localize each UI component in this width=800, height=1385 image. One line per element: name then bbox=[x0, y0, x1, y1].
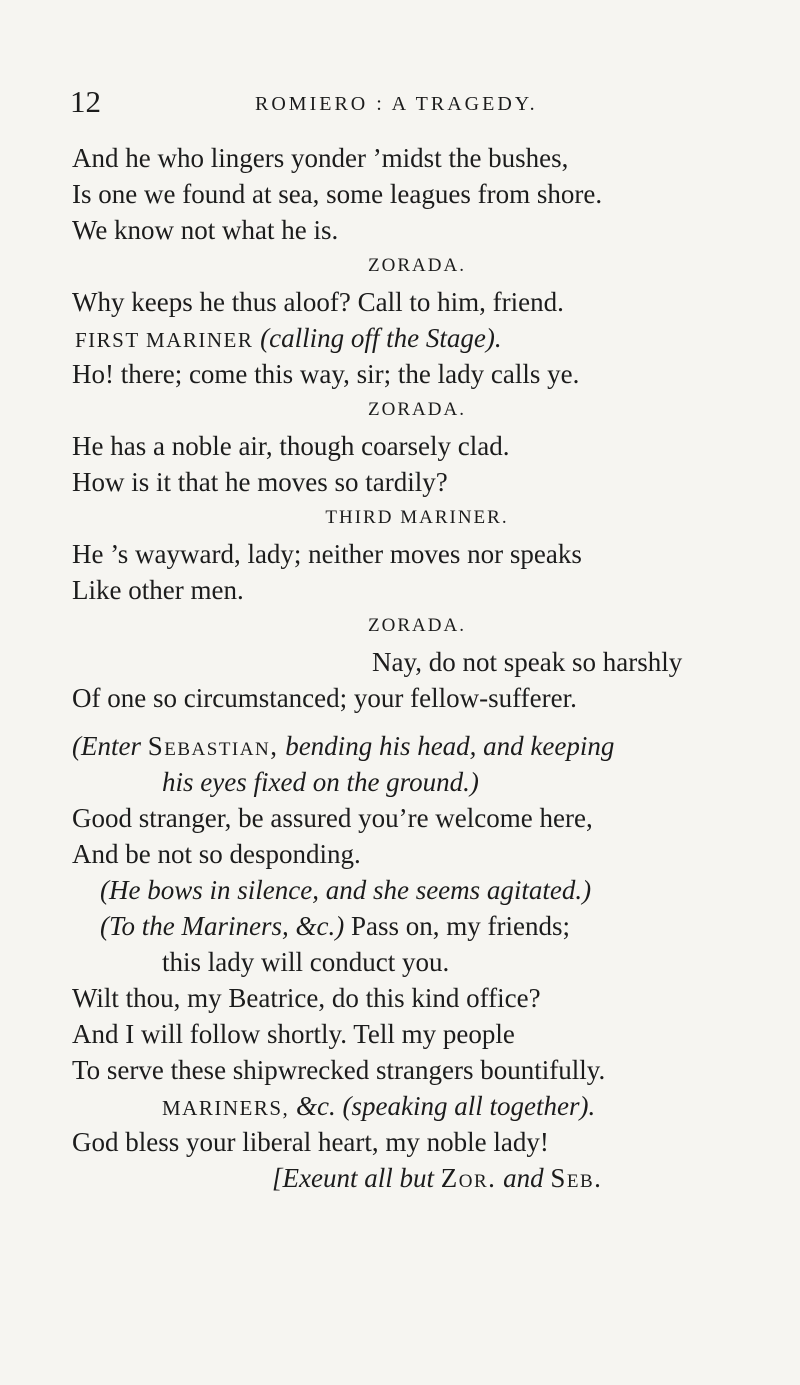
verse-line: Nay, do not speak so harshly bbox=[372, 647, 683, 677]
verse-line: Of one so circumstanced; your fellow-sufferer. bbox=[72, 683, 577, 713]
stage-direction-part: bending his head, and keeping bbox=[285, 731, 615, 761]
stage-direction-part: and bbox=[503, 1163, 544, 1193]
verse-line: And I will follow shortly. Tell my people bbox=[72, 1019, 515, 1049]
verse-line: Good stranger, be assured you’re welcome here, bbox=[72, 803, 593, 833]
speaker-name: MARINERS, bbox=[162, 1096, 290, 1120]
stage-direction: &c. (speaking all together). bbox=[296, 1091, 596, 1121]
verse-text: Pass on, my friends; bbox=[351, 911, 570, 941]
verse-line: We know not what he is. bbox=[72, 215, 339, 245]
stage-direction-part: (He bows in silence, and she seems agitated.) bbox=[100, 875, 592, 905]
verse-line: He has a noble air, though coarsely clad. bbox=[72, 431, 510, 461]
stage-direction bbox=[72, 872, 762, 908]
verse-line: And be not so desponding. bbox=[72, 839, 361, 869]
verse-line: God bless your liberal heart, my noble lady! bbox=[72, 1127, 549, 1157]
speaker-name: THIRD MARINER. bbox=[325, 507, 509, 528]
page-header bbox=[70, 84, 750, 124]
exit-direction bbox=[72, 1160, 762, 1196]
stage-direction-part: his eyes fixed on the ground.) bbox=[162, 767, 479, 797]
stage-direction-part: (Enter bbox=[72, 731, 141, 761]
stage-direction-part: (To the Mariners, &c.) bbox=[100, 911, 345, 941]
stage-direction bbox=[72, 728, 762, 764]
page-number: 12 bbox=[70, 84, 101, 119]
play-text bbox=[72, 140, 762, 1196]
speaker-heading bbox=[72, 1088, 762, 1124]
verse-line: To serve these shipwrecked strangers bountifully. bbox=[72, 1055, 606, 1085]
verse-line: Like other men. bbox=[72, 575, 244, 605]
verse-line: How is it that he moves so tardily? bbox=[72, 467, 448, 497]
verse-line: Ho! there; come this way, sir; the lady calls ye. bbox=[72, 359, 580, 389]
verse-line: this lady will conduct you. bbox=[162, 947, 450, 977]
stage-direction bbox=[72, 764, 762, 800]
character-name: Zor. bbox=[440, 1163, 497, 1193]
spacer bbox=[72, 716, 762, 728]
running-title: ROMIERO : A TRAGEDY. bbox=[255, 93, 538, 115]
stage-direction-part: [Exeunt all but bbox=[272, 1163, 434, 1193]
speaker-heading bbox=[72, 320, 762, 356]
verse-line: Is one we found at sea, some leagues from shore. bbox=[72, 179, 603, 209]
stage-direction: (calling off the Stage). bbox=[260, 323, 502, 353]
verse-line: Why keeps he thus aloof? Call to him, friend. bbox=[72, 287, 564, 317]
verse-line: Wilt thou, my Beatrice, do this kind office? bbox=[72, 983, 541, 1013]
verse-line bbox=[72, 908, 762, 944]
verse-line: And he who lingers yonder ’midst the bushes, bbox=[72, 143, 569, 173]
character-name: Seb. bbox=[550, 1163, 603, 1193]
speaker-name: ZORADA. bbox=[368, 255, 466, 276]
verse-line: He ’s wayward, lady; neither moves nor speaks bbox=[72, 539, 582, 569]
character-name: Sebastian, bbox=[147, 731, 279, 761]
speaker-name: ZORADA. bbox=[368, 615, 466, 636]
speaker-name: ZORADA. bbox=[368, 399, 466, 420]
speaker-name: FIRST MARINER bbox=[75, 328, 254, 352]
